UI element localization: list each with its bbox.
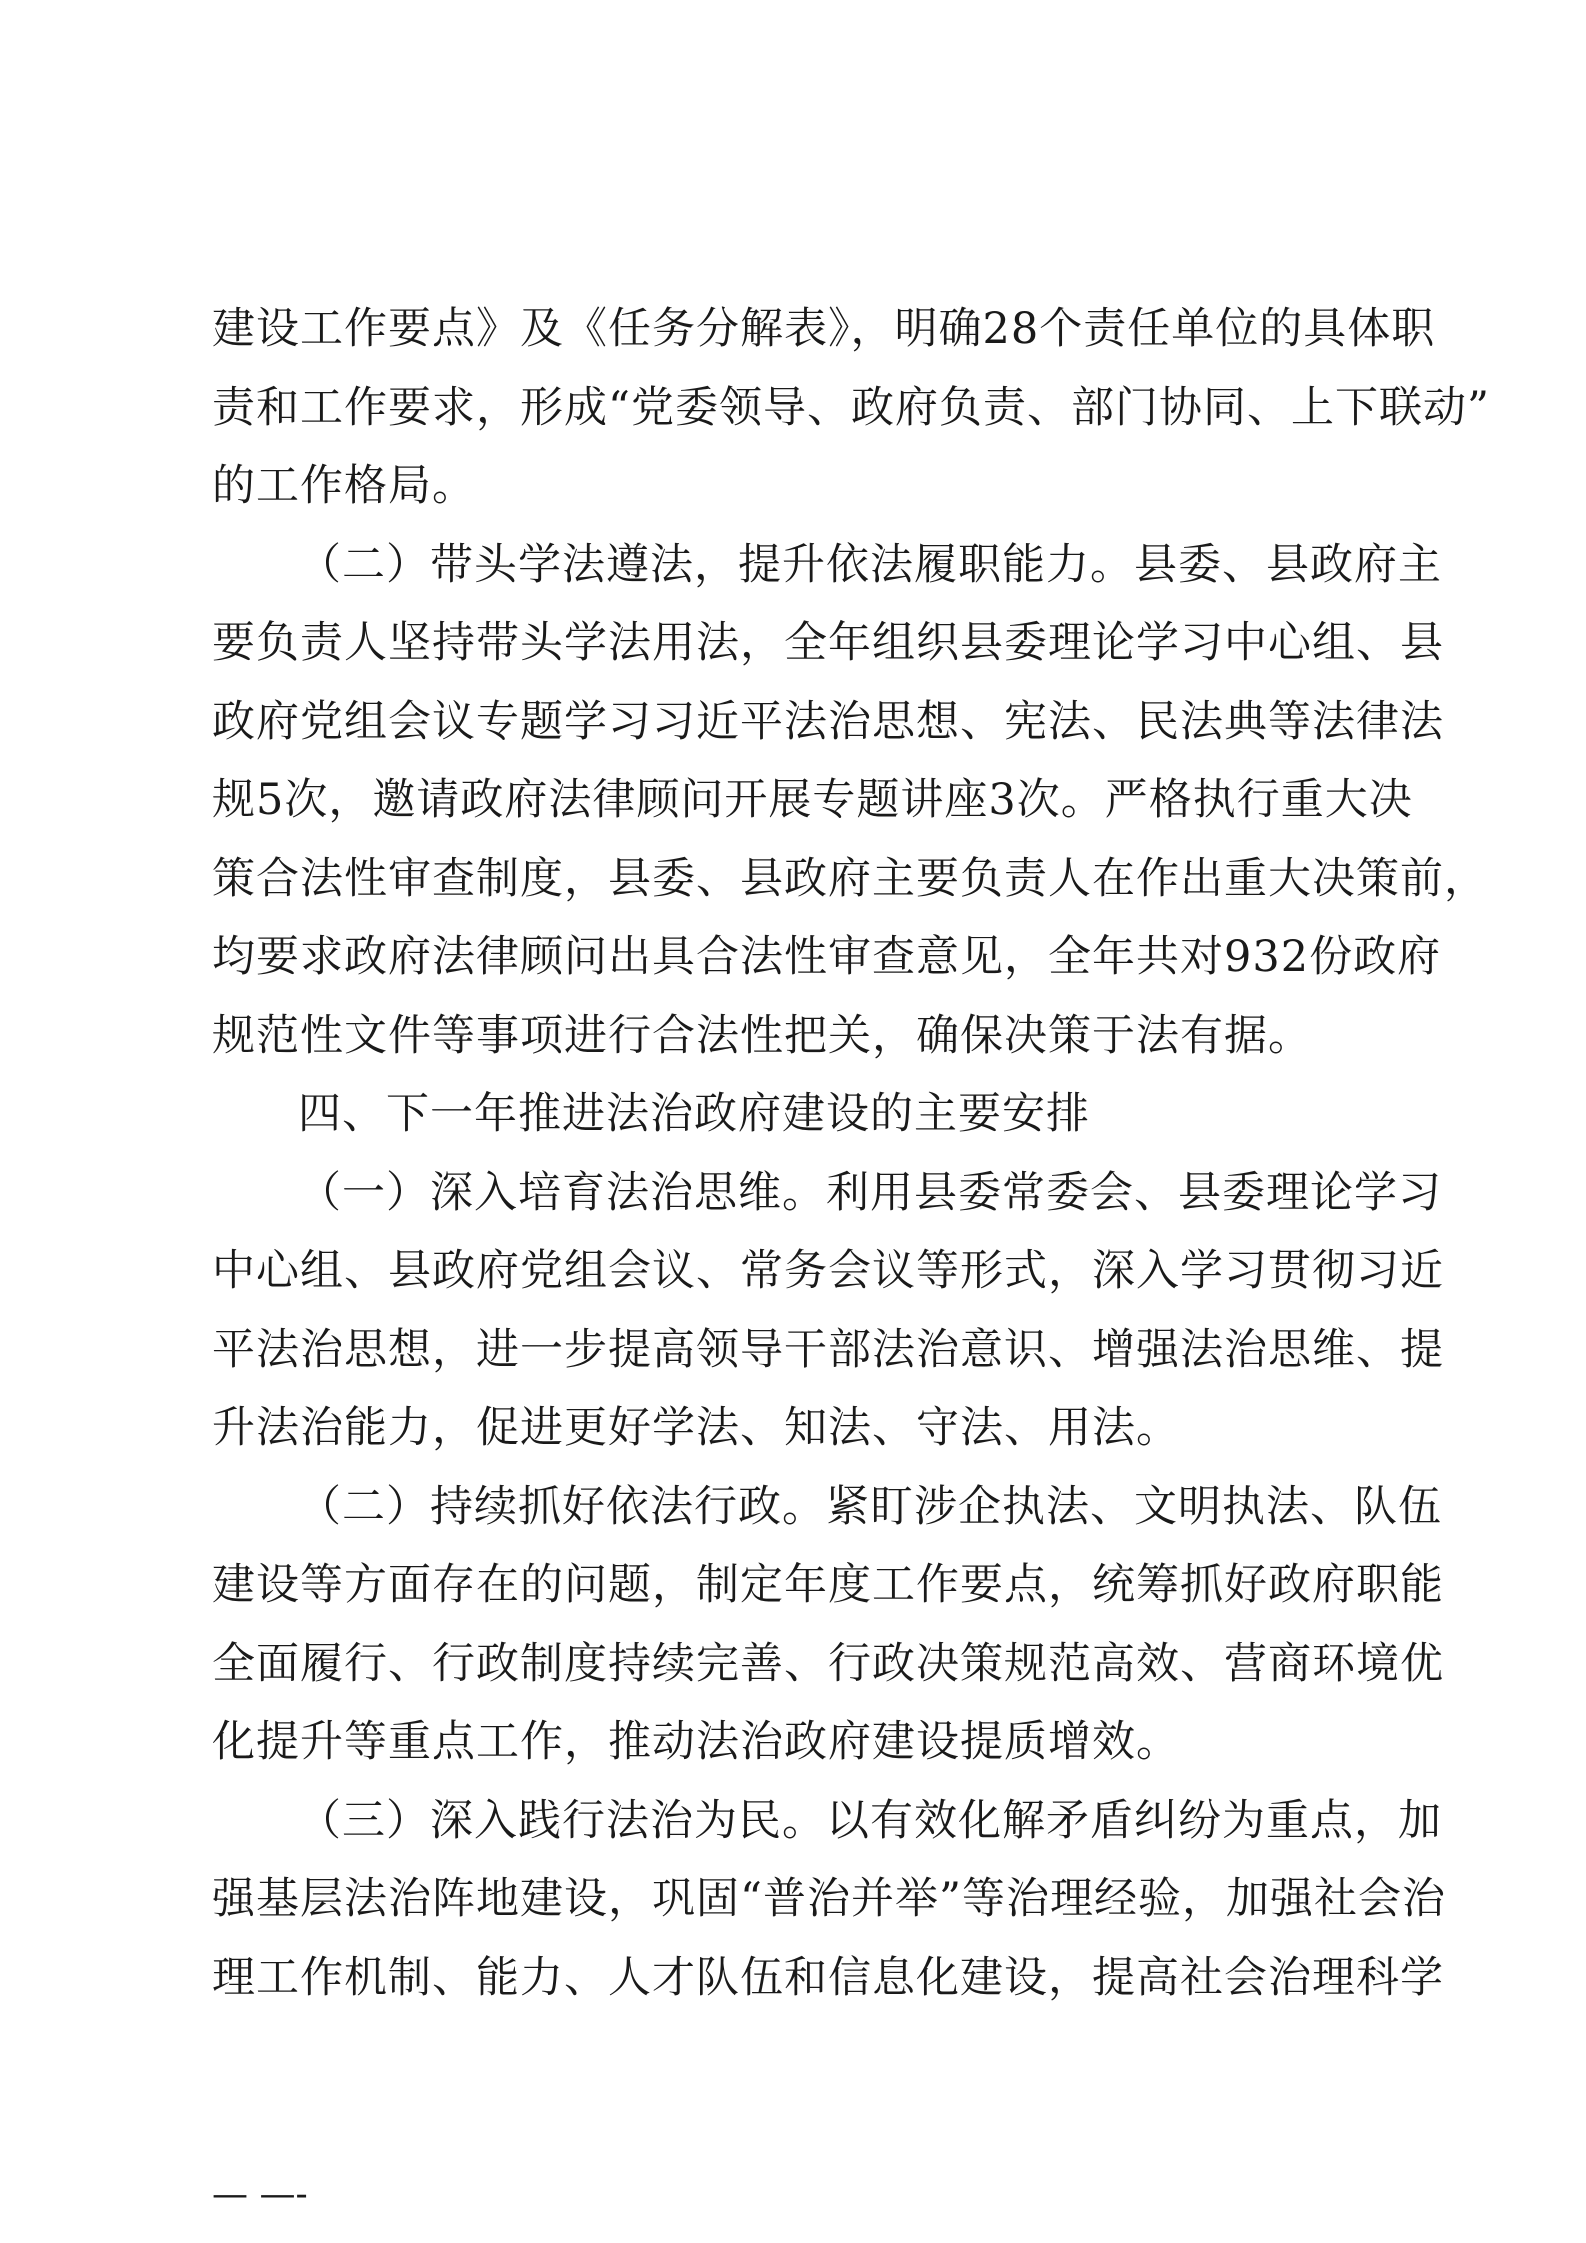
text-line: 均要求政府法律顾问出具合法性审查意见，全年共对932份政府: [212, 932, 1442, 982]
text-line: 中心组、县政府党组会议、常务会议等形式，深入学习贯彻习近: [212, 1246, 1444, 1296]
text-line: 责和工作要求，形成“党委领导、政府负责、部门协同、上下联动”: [212, 382, 1490, 433]
page-number: — —-: [212, 2174, 308, 2215]
text-line: 规范性文件等事项进行合法性把关，确保决策于法有据。: [212, 1010, 1312, 1061]
text-line: 策合法性审查制度，县委、县政府主要负责人在作出重大决策前，: [212, 853, 1488, 904]
text-line: 政府党组会议专题学习习近平法治思想、宪法、民法典等法律法: [212, 696, 1444, 747]
section-heading-text: 四、下一年推进法治政府建设的主要安排: [298, 1089, 1090, 1139]
text-line: （二）带头学法遵法，提升依法履职能力。县委、县政府主: [298, 539, 1442, 590]
text-line: 建设等方面存在的问题，制定年度工作要点，统筹抓好政府职能: [212, 1560, 1444, 1610]
text-line: 全面履行、行政制度持续完善、行政决策规范高效、营商环境优: [212, 1638, 1444, 1689]
paragraph-study-law: [212, 526, 1488, 1076]
text-line: 的工作格局。: [212, 461, 476, 511]
text-line: 平法治思想，进一步提高领导干部法治意识、增强法治思维、提: [212, 1324, 1444, 1375]
text-line: 规5次，邀请政府法律顾问开展专题讲座3次。严格执行重大决: [212, 775, 1413, 825]
text-line: （二）持续抓好依法行政。紧盯涉企执法、文明执法、队伍: [298, 1481, 1442, 1532]
text-line: 强基层法治阵地建设，巩固“普治并举”等治理经验，加强社会治: [212, 1874, 1446, 1924]
paragraph-administration: [212, 1468, 1444, 1782]
paragraph-legal-thinking: [212, 1154, 1444, 1468]
text-line: （三）深入践行法治为民。以有效化解矛盾纠纷为重点，加: [298, 1795, 1442, 1846]
document-body: [212, 290, 1490, 2017]
text-line: 升法治能力，促进更好学法、知法、守法、用法。: [212, 1403, 1180, 1453]
paragraph-continuation: [212, 290, 1490, 526]
text-line: 建设工作要点》及《任务分解表》，明确28个责任单位的具体职: [212, 304, 1436, 354]
text-line: 化提升等重点工作，推动法治政府建设提质增效。: [212, 1717, 1180, 1767]
text-line: （一）深入培育法治思维。利用县委常委会、县委理论学习: [298, 1167, 1442, 1218]
section-heading: [212, 1075, 1392, 1154]
text-line: 理工作机制、能力、人才队伍和信息化建设，提高社会治理科学: [212, 1952, 1444, 2003]
text-line: 要负责人坚持带头学法用法，全年组织县委理论学习中心组、县: [212, 618, 1444, 668]
paragraph-rule-of-law-for-people: [212, 1782, 1446, 2018]
